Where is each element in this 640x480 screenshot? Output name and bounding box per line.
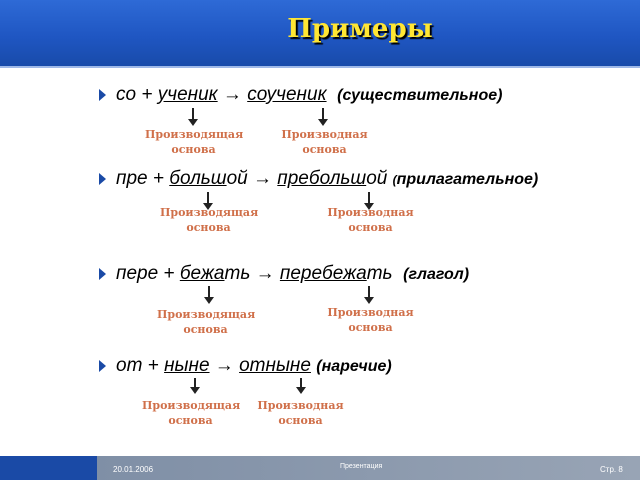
label-line: основа <box>183 323 228 336</box>
arrow-symbol: → <box>209 355 240 376</box>
label-line: Производная <box>327 206 414 219</box>
label-line: Производная <box>327 306 414 319</box>
label-line: Производящая <box>160 206 259 219</box>
label-derived-base <box>322 205 419 235</box>
base-ending: ой <box>226 168 248 189</box>
label-derived-base <box>276 127 373 157</box>
slide-title: Примеры <box>287 14 433 44</box>
result-word: больш <box>308 168 367 189</box>
label-line: Производящая <box>157 308 256 321</box>
prefix: пре + <box>116 168 170 189</box>
part-of-speech: (глагол) <box>403 266 470 283</box>
paren: ( <box>392 173 397 187</box>
label-line: Производная <box>281 128 368 141</box>
label-line: основа <box>348 221 393 234</box>
arrow-down-icon <box>368 286 370 298</box>
label-line: Производящая <box>145 128 244 141</box>
arrow-down-icon <box>194 378 196 388</box>
label-derived-base <box>322 305 419 335</box>
arrow-symbol: → <box>217 84 248 105</box>
part-of-speech: прилагательное) <box>396 171 539 188</box>
example-line-2 <box>116 168 538 190</box>
label-producing-base <box>142 398 239 428</box>
footer-title: Презентация <box>340 463 383 470</box>
arrow-symbol: → <box>247 168 278 189</box>
label-line: основа <box>348 321 393 334</box>
label-producing-base <box>145 127 242 157</box>
footer-date: 20.01.2006 <box>113 465 154 474</box>
bullet-icon <box>99 268 106 280</box>
label-line: основа <box>278 414 323 427</box>
slide-footer <box>0 456 640 480</box>
bullet-icon <box>99 360 106 372</box>
prefix: от + <box>116 355 165 376</box>
label-derived-base <box>252 398 349 428</box>
result-word: отныне <box>239 355 311 376</box>
result-prefix: пре <box>277 168 309 189</box>
base-word: ученик <box>157 84 218 105</box>
example-line-4 <box>116 355 392 377</box>
label-line: основа <box>171 143 216 156</box>
result-word: перебежа <box>279 263 367 284</box>
part-of-speech: (наречие) <box>316 358 392 375</box>
result-ending: ой <box>366 168 388 189</box>
arrow-down-icon <box>207 192 209 204</box>
label-line: основа <box>302 143 347 156</box>
decor-square-icon <box>12 441 21 450</box>
label-producing-base <box>160 205 257 235</box>
arrow-down-icon <box>300 378 302 388</box>
prefix: пере + <box>116 263 180 284</box>
label-line: Производящая <box>142 399 241 412</box>
part-of-speech: (существительное) <box>337 87 503 104</box>
label-line: основа <box>168 414 213 427</box>
base-word: больш <box>169 168 227 189</box>
example-line-3 <box>116 263 469 285</box>
bullet-icon <box>99 173 106 185</box>
label-line: основа <box>186 221 231 234</box>
example-line-1 <box>116 84 502 106</box>
arrow-down-icon <box>368 192 370 204</box>
prefix: со + <box>116 84 158 105</box>
arrow-down-icon <box>192 108 194 120</box>
arrow-symbol: → <box>250 263 280 284</box>
base-ending: ть <box>224 263 251 284</box>
base-word: ныне <box>164 355 210 376</box>
bullet-icon <box>99 89 106 101</box>
result-ending: ть <box>366 263 393 284</box>
arrow-down-icon <box>208 286 210 298</box>
label-producing-base <box>157 307 254 337</box>
footer-page-number: Стр. 8 <box>600 465 623 474</box>
arrow-down-icon <box>322 108 324 120</box>
decor-square-icon <box>25 441 38 454</box>
base-word: бежа <box>179 263 225 284</box>
left-panel <box>0 68 97 458</box>
result-word: соученик <box>247 84 327 105</box>
label-line: Производная <box>257 399 344 412</box>
